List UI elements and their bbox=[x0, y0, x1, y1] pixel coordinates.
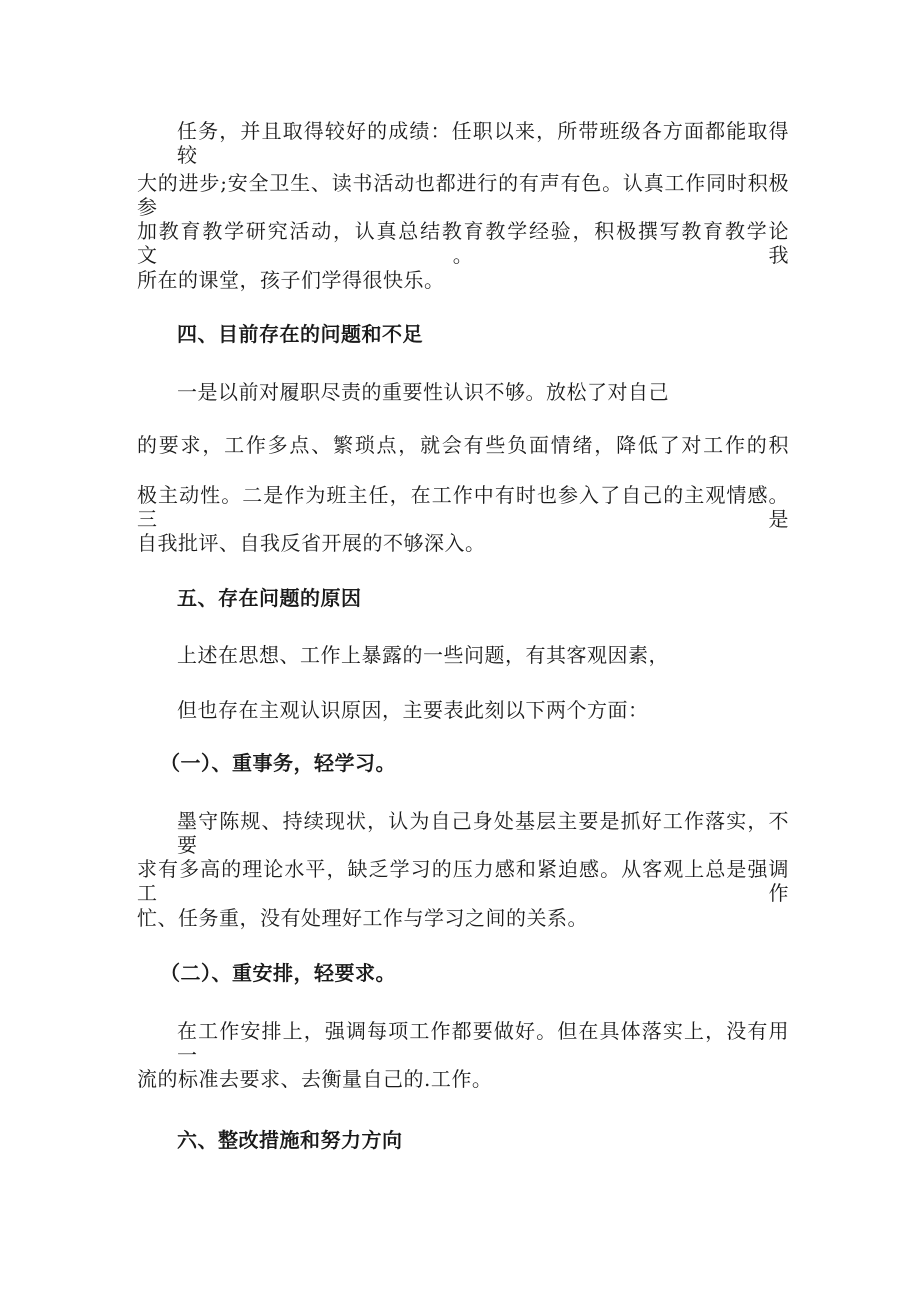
paragraph-1-line-1: 任务，并且取得较好的成绩：任职以来，所带班级各方面都能取得较 bbox=[177, 119, 789, 167]
paragraph-1-line-3: 加教育教学研究活动，认真总结教育教学经验，积极撰写教育教学论文。我 bbox=[137, 219, 789, 267]
section-heading-4: 四、目前存在的问题和不足 bbox=[177, 322, 423, 346]
paragraph-4: 上述在思想、工作上暴露的一些问题，有其客观因素， bbox=[177, 643, 669, 667]
paragraph-6-line-2: 求有多高的理论水平，缺乏学习的压力感和紧迫感。从客观上总是强调工作 bbox=[137, 857, 789, 905]
paragraph-7-line-1: 在工作安排上，强调每项工作都要做好。但在具体落实上，没有用一 bbox=[177, 1019, 789, 1067]
paragraph-6-line-1: 墨守陈规、持续现状，认为自己身处基层主要是抓好工作落实，不要 bbox=[177, 809, 789, 857]
paragraph-5: 但也存在主观认识原因，主要表此刻以下两个方面： bbox=[177, 698, 649, 722]
paragraph-1-line-4: 所在的课堂，孩子们学得很快乐。 bbox=[137, 268, 445, 292]
subheading-2: （二）、重安排，轻要求。 bbox=[160, 961, 396, 985]
section-heading-6: 六、整改措施和努力方向 bbox=[177, 1128, 403, 1152]
paragraph-6-line-3: 忙、任务重，没有处理好工作与学习之间的关系。 bbox=[137, 906, 588, 930]
paragraph-3-line-2: 极主动性。二是作为班主任，在工作中有时也参入了自己的主观情感。三是 bbox=[137, 483, 789, 531]
section-heading-5: 五、存在问题的原因 bbox=[177, 586, 362, 610]
paragraph-1-line-2: 大的进步;安全卫生、读书活动也都进行的有声有色。认真工作同时积极参 bbox=[137, 171, 789, 219]
paragraph-7-line-2: 流的标准去要求、去衡量自己的.工作。 bbox=[137, 1067, 493, 1091]
paragraph-3-line-3: 自我批评、自我反省开展的不够深入。 bbox=[137, 531, 486, 555]
paragraph-2-line-1: 一是以前对履职尽责的重要性认识不够。放松了对自己 bbox=[177, 380, 669, 404]
subheading-1: （一）、重事务，轻学习。 bbox=[160, 751, 396, 775]
paragraph-3-line-1: 的要求，工作多点、繁琐点，就会有些负面情绪，降低了对工作的积 bbox=[137, 433, 789, 457]
